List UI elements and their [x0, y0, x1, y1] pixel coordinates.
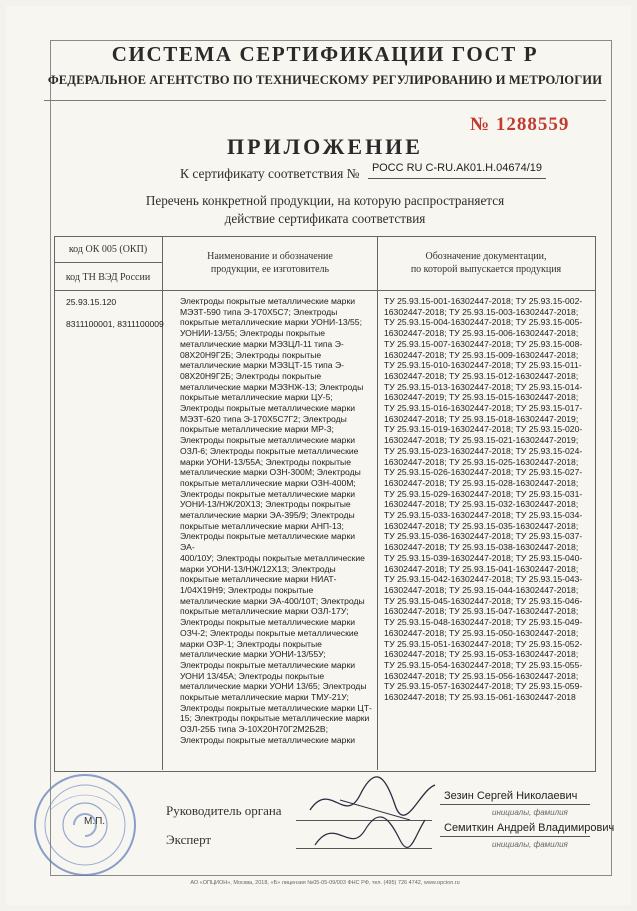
expert-label: Эксперт: [166, 832, 212, 847]
form-number: № 1288559: [470, 114, 570, 135]
head-name: Зезин Сергей Николаевич: [444, 790, 578, 802]
table-col-divider-2: [377, 236, 378, 770]
subtitle-line-2: действие сертификата соответствия: [224, 211, 426, 226]
appendix-title: ПРИЛОЖЕНИЕ: [227, 134, 423, 159]
certification-system-title: СИСТЕМА СЕРТИФИКАЦИИ ГОСТ Р: [111, 42, 539, 66]
head-name-caption: инициалы, фамилия: [492, 808, 568, 817]
expert-name: Семиткин Андрей Владимирович: [444, 822, 615, 834]
header-divider: [44, 100, 606, 101]
header-tnved: код ТН ВЭД России: [65, 272, 151, 283]
table-col-divider-1: [162, 236, 163, 770]
expert-signature: [310, 810, 430, 860]
agency-title: ФЕДЕРАЛЬНОЕ АГЕНТСТВО ПО ТЕХНИЧЕСКОМУ РЕГУЛИРОВАНИЮ И МЕТРОЛОГИИ: [47, 73, 603, 87]
certificate-number: РОСС RU C-RU.АК01.Н.04674/19: [372, 162, 543, 174]
head-of-body-label: Руководитель органа: [166, 803, 282, 818]
expert-name-caption: инициалы, фамилия: [492, 840, 568, 849]
okp-code: 25.93.15.120: [66, 297, 117, 307]
expert-signature-line: [296, 848, 432, 849]
table-header-divider: [54, 290, 595, 291]
header-name-line2: продукции, ее изготовитель: [210, 264, 330, 275]
stamp-mark: М.П.: [84, 816, 106, 827]
certificate-underline: [368, 178, 546, 179]
products-list: Электроды покрытые металлические марки МЭЗТ-590 типа Э-170Х5С7; Электроды покрытые металлические марки УОНИ-13/55; УОНИИ-13/55; Электроды покрытые металлические марки МЭЗЦЛ-11 типа Э- 08Х20Н9Г2Б; Электроды покрытые металлические марки МЭЗЦТ-15 типа Э- 08Х20Н9Г2Б; Электроды покрытые металлические марки МЭЗНЖ-13; Электроды покрытые металлические марки ЦУ-5; Электроды покрытые металлические марки МЭЗТ-620 типа Э-170Х5С7Г2; Электроды покрытые металлические марки МР-3; Электроды покрытые металлические марки ОЗЛ-6; Электроды покрытые металлические марки УОНИ-13/55А; Электроды покрытые металлические марки ОЗН-300М; Электроды покрытые металлические марки ОЗН-400М; Электроды покрытые металлические марки УОНИ-13/НЖ/20Х13; Электроды покрытые металлические марки ЭА-395/9; Электроды покрытые металлические марки АНП-13; Электроды покрытые металлические марки ЭА- 400/10У; Электроды покрытые металлические марки УОНИ-13/НЖ/12Х13; Электроды покрытые металлические марки НИАТ- 1/04Х19Н9; Электроды покрытые металлические марки ЭА-400/10Т; Электроды покрытые металлические марки ОЗЛ-17У; Электроды покрытые металлические марки ОЗЧ-2; Электроды покрытые металлические марки ОЗР-1; Электроды покрытые металлические марки УОНИ-13/55У; Электроды покрытые металлические марки УОНИ 13/45А; Электроды покрытые металлические марки УОНИ 13/65; Электроды покрытые металлические марки ТМУ-21У; Электроды покрытые металлические марки ЦТ- 15; Электроды покрытые металлические марки ОЗЛ-25Б типа Э-10Х20Н70Г2М2Б2В; Электроды покрытые металлические марки: [180, 296, 372, 745]
header-okp: код ОК 005 (ОКП): [68, 244, 148, 255]
header-docs-line1: Обозначение документации,: [425, 251, 547, 262]
header-name-line1: Наименование и обозначение: [207, 251, 333, 262]
expert-name-line: [440, 836, 590, 837]
head-name-line: [440, 804, 590, 805]
documents-list: ТУ 25.93.15-001-16302447-2018; ТУ 25.93.15-002- 16302447-2018; ТУ 25.93.15-003-16302447-2018; ТУ 25.93.15-004-16302447-2018; ТУ 25.93.15-005- 16302447-2018; ТУ 25.93.15-006-16302447-2018; ТУ 25.93.15-007-16302447-2018; ТУ 25.93.15-008- 16302447-2018; ТУ 25.93.15-009-16302447-2018; ТУ 25.93.15-010-16302447-2018; ТУ 25.93.15-011- 16302447-2018; ТУ 25.93.15-012-16302447-2018; ТУ 25.93.15-013-16302447-2018; ТУ 25.93.15-014- 16302447-2019; ТУ 25.93.15-015-16302447-2018; ТУ 25.93.15-016-16302447-2018; ТУ 25.93.15-017- 16302447-2018; ТУ 25.93.15-018-16302447-2019; ТУ 25.93.15-019-16302447-2018; ТУ 25.93.15-020- 16302447-2018; ТУ 25.93.15-021-16302447-2019; ТУ 25.93.15-023-16302447-2018; ТУ 25.93.15-024- 16302447-2018; ТУ 25.93.15-025-16302447-2018; ТУ 25.93.15-026-16302447-2018; ТУ 25.93.15-027- 16302447-2018; ТУ 25.93.15-028-16302447-2018; ТУ 25.93.15-029-16302447-2018; ТУ 25.93.15-031- 16302447-2018; ТУ 25.93.15-032-16302447-2018; ТУ 25.93.15-033-16302447-2018; ТУ 25.93.15-034- 16302447-2018; ТУ 25.93.15-035-16302447-2018; ТУ 25.93.15-036-16302447-2018; ТУ 25.93.15-037- 16302447-2018; ТУ 25.93.15-038-16302447-2018; ТУ 25.93.15-039-16302447-2018; ТУ 25.93.15-040- 16302447-2018; ТУ 25.93.15-041-16302447-2018; ТУ 25.93.15-042-16302447-2018; ТУ 25.93.15-043- 16302447-2018; ТУ 25.93.15-044-16302447-2018; ТУ 25.93.15-045-16302447-2018; ТУ 25.93.15-046- 16302447-2018; ТУ 25.93.15-047-16302447-2018; ТУ 25.93.15-048-16302447-2018; ТУ 25.93.15-049- 16302447-2018; ТУ 25.93.15-050-16302447-2018; ТУ 25.93.15-051-16302447-2018; ТУ 25.93.15-052- 16302447-2018; ТУ 25.93.15-053-16302447-2018; ТУ 25.93.15-054-16302447-2018; ТУ 25.93.15-055- 16302447-2018; ТУ 25.93.15-056-16302447-2018; ТУ 25.93.15-057-16302447-2018; ТУ 25.93.15-059- 16302447-2018; ТУ 25.93.15-061-16302447-2018: [384, 296, 583, 703]
tnved-codes: 8311100001, 8311100009: [66, 319, 164, 329]
certificate-label: К сертификату соответствия №: [180, 166, 360, 181]
printer-footer: АО «ОПЦИОН», Москва, 2018, «Б» лицензия №05-05-09/003 ФНС РФ, тел. (495) 726 4742, www.opcion.ru: [190, 880, 460, 886]
header-subdivider: [54, 262, 162, 263]
subtitle-line-1: Перечень конкретной продукции, на которую распространяется: [145, 193, 505, 208]
header-docs-line2: по которой выпускается продукция: [410, 264, 562, 275]
